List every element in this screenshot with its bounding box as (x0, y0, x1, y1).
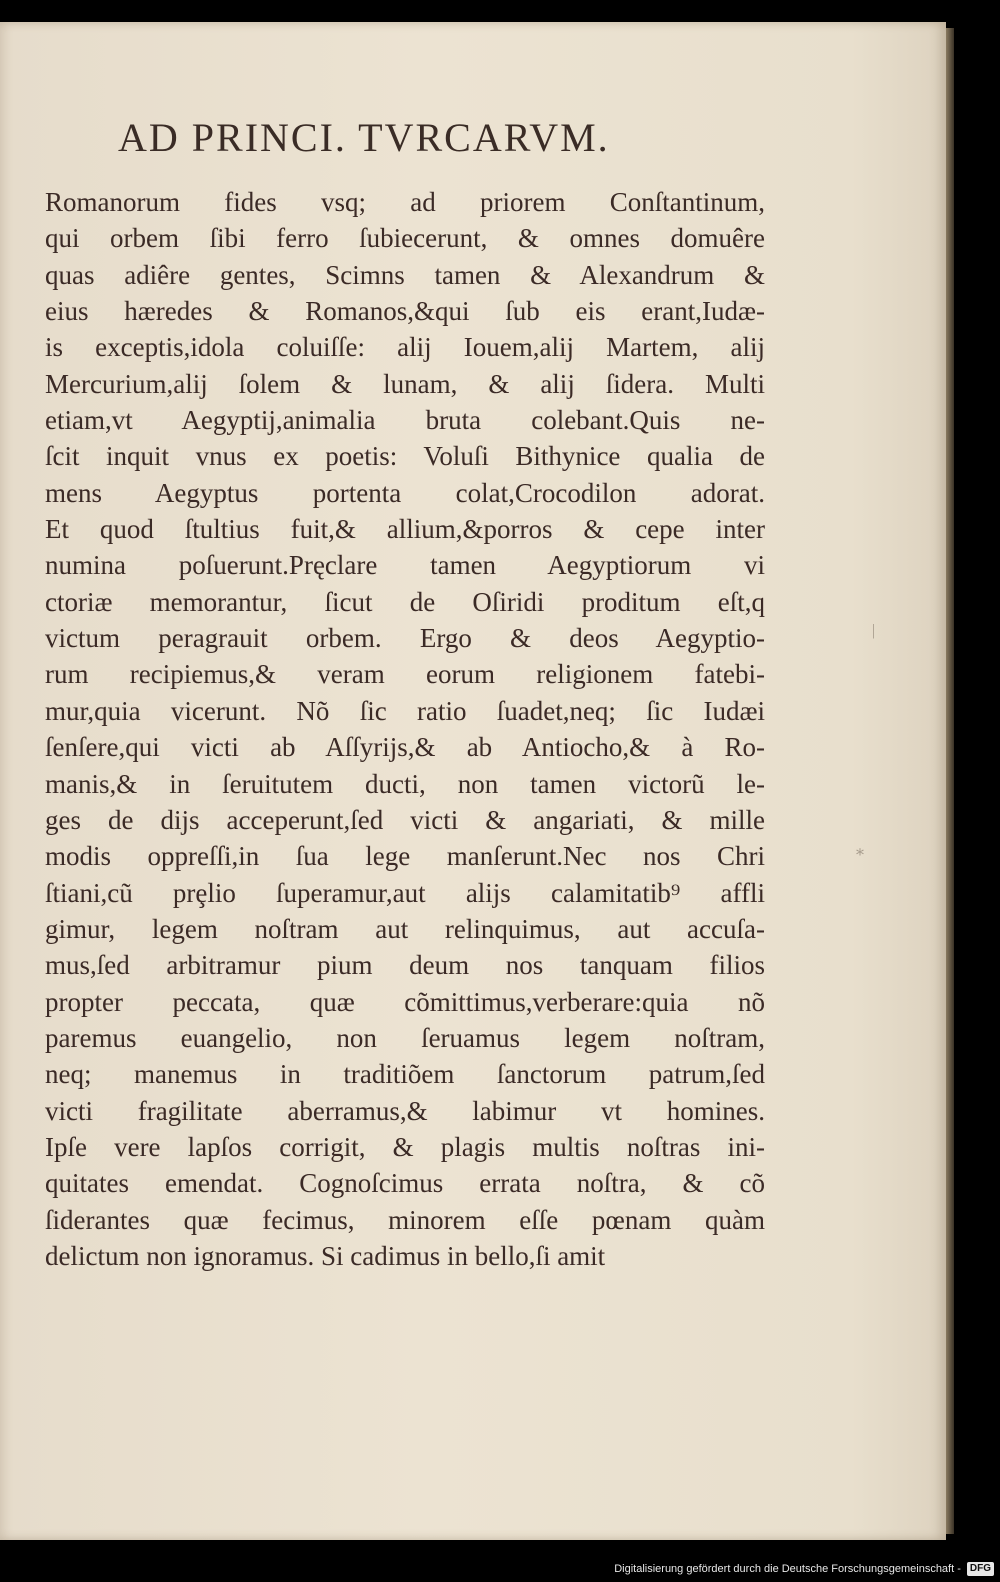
dfg-logo: DFG (967, 1562, 994, 1576)
text-line: etiam,vt Aegyptij,animalia bruta colebant.Quis ne- (45, 405, 765, 436)
text-line: ſtiani,cũ prȩlio ſuperamur,aut alijs calamitatib⁹ affli (45, 877, 765, 908)
text-line: mur,quia vicerunt. Nõ ſic ratio ſuadet,neq; ſic Iudæi (45, 695, 765, 726)
text-line: Mercurium,alij ſolem & lunam, & alij ſidera. Multi (45, 368, 765, 399)
margin-mark: ⁎ (856, 842, 864, 859)
text-line: qui orbem ſibi ferro ſubiecerunt, & omnes domuêre (45, 223, 765, 254)
text-line: gimur, legem noſtram aut relinquimus, aut accuſa- (45, 913, 765, 944)
text-line: mus,ſed arbitramur pium deum nos tanquam filios (45, 950, 765, 981)
text-line: manis,& in ſeruitutem ducti, non tamen victorũ le- (45, 768, 765, 799)
text-line: numina poſuerunt.Pręclare tamen Aegyptiorum vi (45, 550, 765, 581)
page-edge (946, 28, 954, 1534)
text-line: Ipſe vere lapſos corrigit, & plagis multis noſtras ini- (45, 1131, 765, 1162)
text-line: ſenſere,qui victi ab Aſſyrijs,& ab Antiocho,& à Ro- (45, 732, 765, 763)
running-title: AD PRINCI. TVRCARVM. (118, 115, 610, 160)
text-line: Et quod ſtultius fuit,& allium,&porros & cepe inter (45, 514, 765, 545)
text-line: victum peragrauit orbem. Ergo & deos Aegyptio- (45, 623, 765, 654)
text-line: quas adiêre gentes, Scimns tamen & Alexandrum & (45, 259, 765, 290)
body-text-block (45, 184, 765, 1274)
text-line: mens Aegyptus portenta colat,Crocodilon adorat. (45, 477, 765, 508)
text-line: ges de dijs acceperunt,ſed victi & angariati, & mille (45, 804, 765, 835)
text-line: ſiderantes quæ fecimus, minorem eſſe pœnam quàm (45, 1204, 765, 1235)
text-line: modis oppreſſi,in ſua lege manſerunt.Nec nos Chri (45, 841, 765, 872)
text-line: victi fragilitate aberramus,& labimur vt homines. (45, 1095, 765, 1126)
text-line: eius hæredes & Romanos,&qui ſub eis erant,Iudæ- (45, 296, 765, 327)
text-line: ctoriæ memorantur, ſicut de Oſiridi proditum eſt,q (45, 586, 765, 617)
text-line: paremus euangelio, non ſeruamus legem noſtram, (45, 1022, 765, 1053)
text-line: ſcit inquit vnus ex poetis: Voluſi Bithynice qualia de (45, 441, 765, 472)
text-line: Romanorum fides vsq; ad priorem Conſtantinum, (45, 187, 765, 217)
text-line: quitates emendat. Cognoſcimus errata noſtra, & cõ (45, 1168, 765, 1199)
text-line: neq; manemus in traditiõem ſanctorum patrum,ſed (45, 1059, 765, 1090)
text-line: rum recipiemus,& veram eorum religionem fatebi- (45, 659, 765, 690)
digitization-credit (614, 1560, 994, 1578)
credit-text: Digitalisierung gefördert durch die Deutsche Forschungsgemeinschaft - (614, 1563, 961, 1575)
text-line: delictum non ignoramus. Si cadimus in bello,ſi amit (45, 1240, 606, 1271)
text-line: propter peccata, quæ cõmittimus,verberare:quia nõ (45, 986, 765, 1017)
margin-mark: | (872, 622, 876, 639)
book-page (0, 22, 946, 1540)
text-line: is exceptis,idola coluiſſe: alij Iouem,alij Martem, alij (45, 332, 765, 363)
